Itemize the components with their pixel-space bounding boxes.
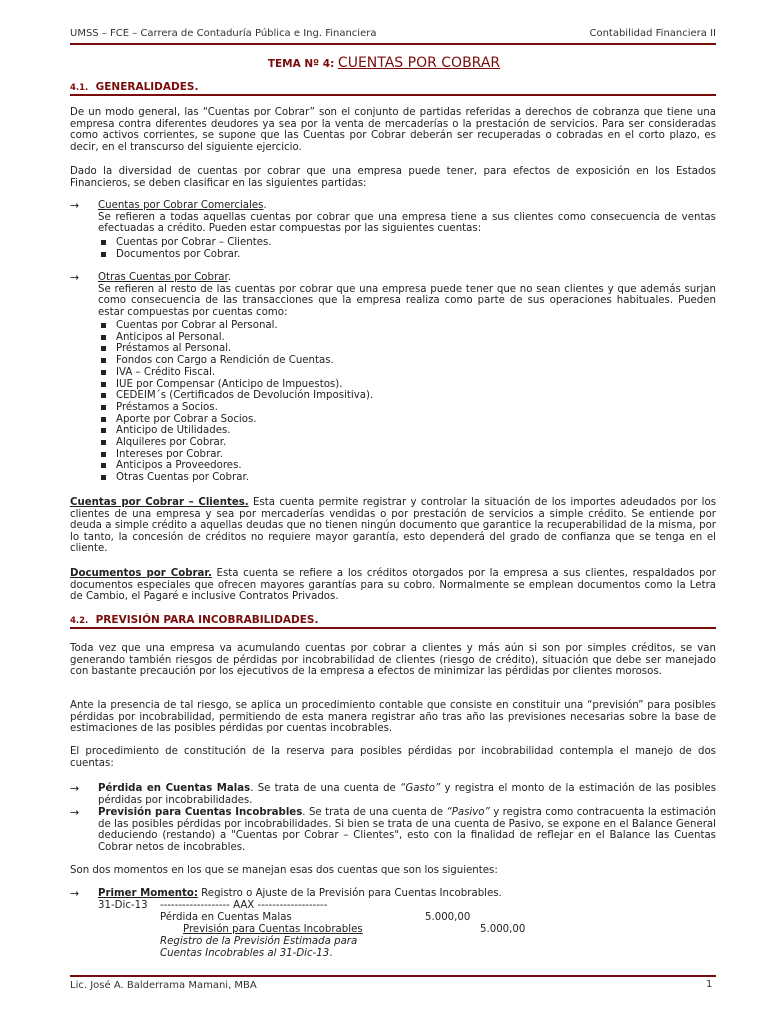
- journal-credit-amount: 5.000,00: [480, 924, 526, 935]
- section-label: GENERALIDADES.: [95, 81, 199, 93]
- paragraph: Ante la presencia de tal riesgo, se aplica un procedimiento contable que consiste en constituir una “previsión” para posibles pérdidas por incobrabilidad, permitiendo de esta manera registrar año tras año las previsiones necesarias sobre la base de estimaciones de las posibles pérdidas por cuentas incobrables.: [70, 700, 716, 734]
- footer-author: Lic. José A. Balderrama Mamani, MBA: [70, 980, 257, 991]
- paragraph-documentos: Documentos por Cobrar. Esta cuenta se refiere a los créditos otorgados por la empresa a sus clientes, respaldados por documentos especiales que ofrecen mayores garantías para su cobro. Normalmente se emplean documentos como la Letra de Cambio, el Pagaré e inclusive Contratos Privados.: [70, 568, 716, 602]
- paragraph-clientes: Cuentas por Cobrar – Clientes. Esta cuenta permite registrar y controlar la situación de los importes adeudados por los clientes de una empresa y sea por mercaderías vendidas o por prestación de servicios a simple crédito. Se entiende por deuda a simple crédito a aquellas deudas que no tienen ningún documento que garantice la recuperabilidad de la misma, por lo tanto, la concesión de créditos no requiere mayor garantía, esto dependerá del grado de confianza que se tenga en el cliente.: [70, 497, 717, 554]
- section-number: 4.1.: [70, 83, 89, 93]
- bullet-list: [98, 237, 272, 260]
- bullet-item: IUE por Compensar (Anticipo de Impuestos).: [98, 379, 373, 391]
- list-item: Previsión para Cuentas Incobrables. Se trata de una cuenta de “Pasivo” y registra como contracuenta la estimación de las posibles pérdidas por incobrabilidades. Si bien se trata de una cuenta de Pasivo, se expone en el Balance General deduciendo (restando) a "Cuentas por Cobrar – Clientes", esto con la finalidad de reflejar en el Balance las Cuentas Cobrar netos de incobrables.: [98, 807, 717, 853]
- bullet-item: Anticipos a Proveedores.: [98, 460, 373, 472]
- term-documentos: Documentos por Cobrar.: [70, 568, 212, 579]
- bullet-item: IVA – Crédito Fiscal.: [98, 367, 373, 379]
- bullet-list: [98, 320, 373, 484]
- journal-separator: ------------------- AAX -------------------: [160, 900, 328, 911]
- journal-gloss-line2: Cuentas Incobrables al 31-Dic-13.: [160, 948, 333, 959]
- paragraph: Son dos momentos en los que se manejan esas dos cuentas que son los siguientes:: [70, 865, 498, 876]
- title-prefix: TEMA Nº 4:: [267, 58, 338, 70]
- arrow-icon: →: [70, 806, 80, 819]
- section-label: PREVISIÓN PARA INCOBRABILIDADES.: [95, 614, 319, 626]
- bullet-item: Préstamos a Socios.: [98, 402, 373, 414]
- bullet-item: Intereses por Cobrar.: [98, 449, 373, 461]
- section-heading-prevision: [70, 614, 716, 629]
- paragraph: Toda vez que una empresa va acumulando cuentas por cobrar a clientes y más aún si son por simples créditos, se van generando también riesgos de pérdidas por incobrabilidad de clientes (riesgo de crédito), situación que debe ser manejado con bastante precaución por los ejecutivos de la empresa a efectos de minimizar las pérdidas por clientes morosos.: [70, 643, 716, 677]
- item-text: Se refieren a todas aquellas cuentas por cobrar que una empresa tiene a sus clientes como consecuencia de ventas efectuadas a crédito. Pueden estar compuestas por las siguientes cuentas:: [98, 211, 716, 234]
- bullet-item: Otras Cuentas por Cobrar.: [98, 472, 373, 484]
- bullet-item: Préstamos al Personal.: [98, 343, 373, 355]
- list-item: Otras Cuentas por Cobrar. Se refieren al resto de las cuentas por cobrar que una empresa puede tener que no sean clientes y que además surjan como consecuencia de las transacciones que la empresa realiza como parte de sus operaciones habituales. Pueden estar compuestas por cuentas como:: [98, 272, 716, 318]
- bullet-item: Cuentas por Cobrar al Personal.: [98, 320, 373, 332]
- bullet-item: Documentos por Cobrar.: [98, 249, 272, 261]
- paragraph: De un modo general, las “Cuentas por Cobrar” son el conjunto de partidas referidas a derechos de cobranza que tiene una empresa contra diferentes deudores ya sea por la venta de mercaderías o la prestación de servicios. Para ser consideradas como activos corrientes, se supone que las Cuentas por Cobrar deberán ser recuperadas o cobradas en el corto plazo, es decir, en el transcurso del siguiente ejercicio.: [70, 107, 716, 153]
- bullet-item: Anticipos al Personal.: [98, 332, 373, 344]
- paragraph: El procedimiento de constitución de la reserva para posibles pérdidas por incobrabilidad contempla el manejo de dos cuentas:: [70, 746, 716, 769]
- section-heading-generalidades: [70, 81, 716, 96]
- journal-gloss-line1: Registro de la Previsión Estimada para: [160, 936, 358, 947]
- item-text: Se refieren al resto de las cuentas por cobrar que una empresa puede tener que no sean clientes y que además surjan como consecuencia de las transacciones que la empresa realiza como parte de sus operaciones habituales. Pueden estar compuestas por cuentas como:: [98, 283, 716, 318]
- section-number: 4.2.: [70, 616, 89, 626]
- bullet-item: Cuentas por Cobrar – Clientes.: [98, 237, 272, 249]
- bullet-item: CEDEIM´s (Certificados de Devolución Impositiva).: [98, 390, 373, 402]
- item-title: Pérdida en Cuentas Malas: [98, 783, 251, 794]
- item-title: Otras Cuentas por Cobrar: [98, 272, 228, 283]
- list-item: Cuentas por Cobrar Comerciales. Se refieren a todas aquellas cuentas por cobrar que una empresa tiene a sus clientes como consecuencia de ventas efectuadas a crédito. Pueden estar compuestas por las siguientes cuentas:: [98, 200, 716, 234]
- footer-rule: [70, 975, 716, 977]
- item-title: Previsión para Cuentas Incobrables: [98, 807, 303, 818]
- paragraph: Dado la diversidad de cuentas por cobrar que una empresa puede tener, para efectos de exposición en los Estados Financieros, se deben clasificar en las siguientes partidas:: [70, 166, 716, 189]
- page-header: [70, 28, 716, 42]
- item-title: Cuentas por Cobrar Comerciales: [98, 200, 264, 211]
- journal-credit-account: Previsión para Cuentas Incobrables: [183, 924, 363, 935]
- journal-date: 31-Dic-13: [98, 900, 148, 911]
- header-rule: [70, 43, 716, 45]
- title-main: CUENTAS POR COBRAR: [337, 55, 501, 71]
- moment-title: Primer Momento:: [98, 888, 198, 899]
- arrow-icon: →: [70, 782, 80, 795]
- header-left: UMSS – FCE – Carrera de Contaduría Pública e Ing. Financiera: [70, 28, 377, 39]
- arrow-icon: →: [70, 199, 80, 212]
- arrow-icon: →: [70, 271, 80, 284]
- term-clientes: Cuentas por Cobrar – Clientes.: [70, 497, 249, 508]
- arrow-icon: →: [70, 887, 80, 900]
- bullet-item: Alquileres por Cobrar.: [98, 437, 373, 449]
- journal-debit-account: Pérdida en Cuentas Malas: [160, 912, 292, 923]
- header-right: Contabilidad Financiera II: [589, 28, 716, 39]
- bullet-item: Fondos con Cargo a Rendición de Cuentas.: [98, 355, 373, 367]
- list-item: Pérdida en Cuentas Malas. Se trata de una cuenta de “Gasto” y registra el monto de la estimación de las posibles pérdidas por incobrabilidades.: [98, 783, 717, 806]
- bullet-item: Aporte por Cobrar a Socios.: [98, 414, 373, 426]
- page-number: 1: [706, 979, 713, 990]
- bullet-item: Anticipo de Utilidades.: [98, 425, 373, 437]
- journal-debit-amount: 5.000,00: [425, 912, 471, 923]
- moment-heading: Primer Momento: Registro o Ajuste de la Previsión para Cuentas Incobrables.: [98, 888, 502, 899]
- page-title: [0, 55, 768, 71]
